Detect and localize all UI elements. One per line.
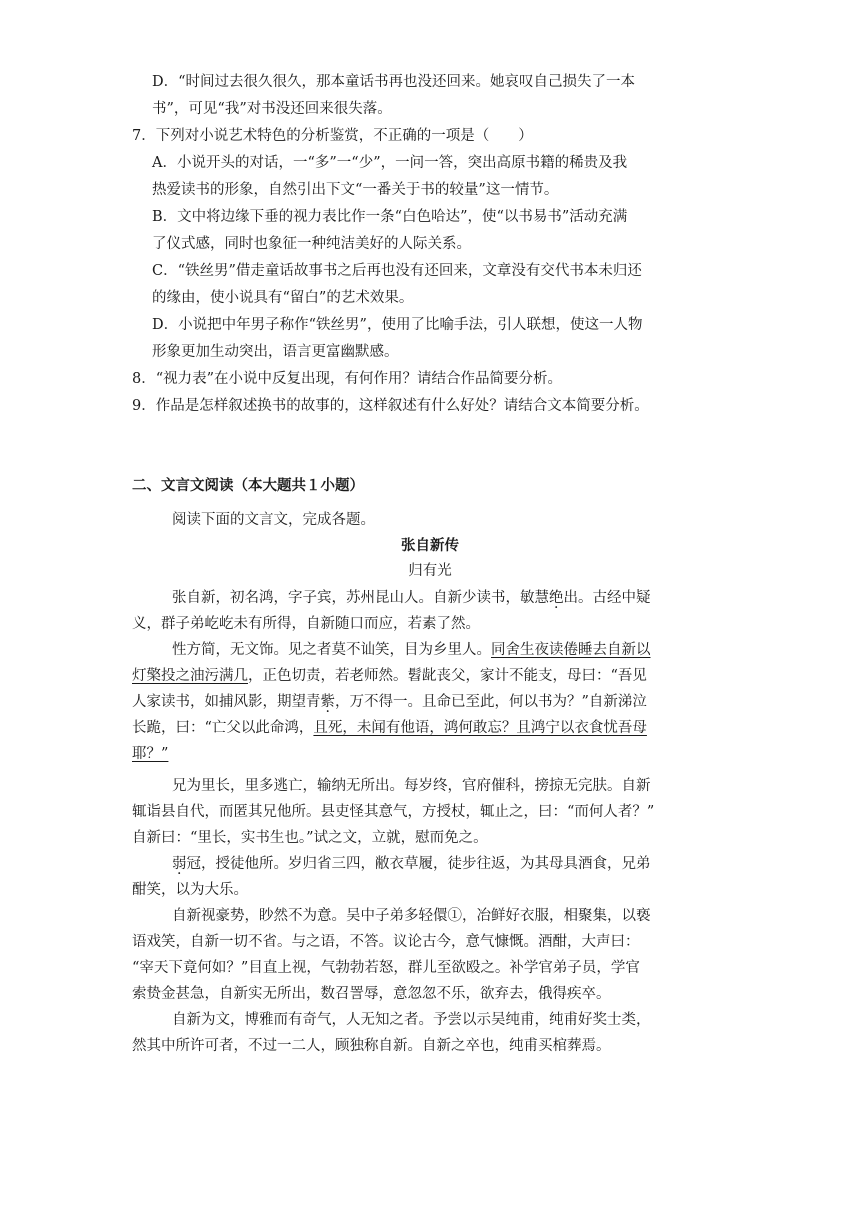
q7-option-a-line1: A．小说开头的对话，一“多”一“少”，一问一答，突出高原书籍的稀贵及我 <box>152 155 628 171</box>
passage-line: 弱冠，授徒他所。岁归省三四，敝衣草履，徒步往返，为其母具酒食，兄弟 <box>172 856 651 872</box>
passage-line: 自新曰：“里长，实书生也。”试之文，立就，慰而免之。 <box>132 830 488 846</box>
passage-line: 酣笑，以为大乐。 <box>132 882 248 898</box>
q7-option-b-line1: B．文中将边缘下垂的视力表比作一条“白色哈达”，使“以书易书”活动充满 <box>152 209 628 225</box>
passage-author: 归有光 <box>408 563 452 579</box>
q8-stem: 8．“视力表”在小说中反复出现，有何作用？请结合作品简要分析。 <box>132 371 563 387</box>
section-heading: 二、文言文阅读（本大题共１小题） <box>132 477 364 494</box>
q6-option-d-line2: 书”，可见“我”对书没还回来很失落。 <box>152 101 392 117</box>
q7-option-c-line1: C．“铁丝男”借走童话故事书之后再也没有还回来，文章没有交代书本未归还 <box>152 263 642 279</box>
passage-line: 长跪，曰：“亡父以此命鸿，且死，未闻有他语，鸿何敢忘？且鸿宁以衣食忧吾母 <box>132 720 647 736</box>
q6-option-d-line1: D．“时间过去很久很久，那本童话书再也没还回来。她哀叹自己损失了一本 <box>152 74 636 90</box>
q7-option-a-line2: 热爱读书的形象，自然引出下文“一番关于书的较量”这一情节。 <box>152 182 559 198</box>
q7-option-b-line2: 了仪式感，同时也象征一种纯洁美好的人际关系。 <box>152 236 471 252</box>
q7-option-d-line1: D．小说把中年男子称作“铁丝男”，使用了比喻手法，引人联想，使这一人物 <box>152 317 643 333</box>
passage-line: 自新视豪势，眇然不为意。吴中子弟多轻儇①，冶鲜好衣服，相聚集，以亵 <box>172 908 651 924</box>
passage-line: “宰天下竟何如？”目直上视，气勃勃若怒，群儿至欲殴之。补学官弟子员，学官 <box>132 960 640 976</box>
passage-line: 索贽金甚急，自新实无所出，数召詈辱，意忽忽不乐，欲弃去，俄得疾卒。 <box>132 986 611 1002</box>
section-instruction: 阅读下面的文言文，完成各题。 <box>172 512 375 528</box>
q9-stem: 9．作品是怎样叙述换书的故事的，这样叙述有什么好处？请结合文本简要分析。 <box>132 398 649 414</box>
passage-line: 辄诣县自代，而匿其兄他所。县吏怪其意气，方授杖，辄止之，曰：“而何人者？” <box>132 804 655 820</box>
q7-stem: 7．下列对小说艺术特色的分析鉴赏，不正确的一项是（ ） <box>132 128 533 144</box>
passage-line: 然其中所许可者，不过一二人，顾独称自新。自新之卒也，纯甫买棺葬焉。 <box>132 1038 611 1054</box>
q7-option-c-line2: 的缘由，使小说具有“留白”的艺术效果。 <box>152 290 414 306</box>
passage-line: 性方简，无文饰。见之者莫不讪笑，目为乡里人。同舍生夜读倦睡去自新以 <box>172 642 651 658</box>
passage-line: 义，群子弟屹屹未有所得，自新随口而应，若素了然。 <box>132 616 480 632</box>
passage-line: 张自新，初名鸿，字子宾，苏州昆山人。自新少读书，敏慧绝出。古经中疑 <box>172 590 651 606</box>
q7-option-d-line2: 形象更加生动突出，语言更富幽默感。 <box>152 344 399 360</box>
passage-line: 语戏笑，自新一切不省。与之语，不答。议论古今，意气慷慨。酒酣，大声曰： <box>132 934 640 950</box>
passage-line: 自新为文，博雅而有奇气，人无知之者。予尝以示吴纯甫，纯甫好奖士类， <box>172 1012 651 1028</box>
passage-line: 兄为里长，里多逃亡，输纳无所出。每岁终，官府催科，搒掠无完肤。自新 <box>172 778 651 794</box>
passage-title: 张自新传 <box>401 537 459 554</box>
passage-line: 灯檠投之油污满几，正色切责，若老师然。髫龀丧父，家计不能支，母曰：“吾见 <box>132 668 647 684</box>
passage-line: 人家读书，如捕风影，期望青紫，万不得一。且命已至此，何以书为？”自新涕泣 <box>132 694 647 710</box>
passage-line: 耶？” <box>132 746 169 762</box>
